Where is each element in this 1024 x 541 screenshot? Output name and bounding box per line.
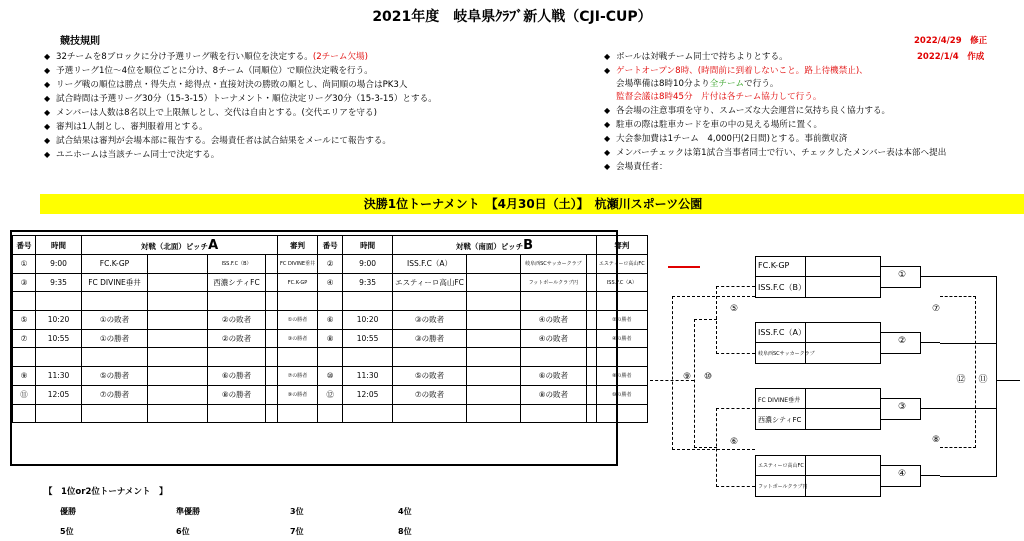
cell-b-time: 10:20 bbox=[343, 311, 393, 330]
cell-a-t1: FC DIVINE垂井 bbox=[82, 273, 148, 292]
cell-empty bbox=[466, 311, 520, 330]
cell-b-t2: ④の敗者 bbox=[520, 311, 586, 330]
cell-b-t2 bbox=[520, 292, 586, 311]
diamond-icon: ◆ bbox=[44, 150, 51, 159]
cell-empty bbox=[266, 329, 278, 348]
cell-a-ref bbox=[278, 292, 318, 311]
cell-empty bbox=[586, 367, 596, 386]
cell-a-no: ① bbox=[13, 255, 36, 274]
cell-b-t1: ③の勝者 bbox=[393, 329, 467, 348]
rule-item: ◆ ボールは対戦チーム同士で持ちよりとする。 bbox=[604, 52, 788, 62]
rule-item: ◆ 予選リーグ1位～4位を順位ごとに分け、8チーム（同順位）で順位決定戦を行う。 bbox=[44, 66, 373, 76]
cell-a-t1 bbox=[82, 404, 148, 423]
cell-empty bbox=[586, 329, 596, 348]
header-ref-a: 審判 bbox=[278, 236, 318, 255]
header-match-a: 対戦（北面）ピッチA bbox=[82, 236, 278, 255]
cell-b-t1 bbox=[393, 348, 467, 367]
match-number: ⑨ bbox=[682, 372, 692, 382]
cell-b-t2 bbox=[520, 404, 586, 423]
match-number: ⑫ bbox=[956, 375, 966, 385]
diamond-icon: ◆ bbox=[44, 80, 51, 89]
rule-item: ◆ メンバーチェックは第1試合当事者同士で行い、チェックしたメンバー表は本部へ提出 bbox=[604, 148, 947, 158]
rule-item: ◆ リーグ戦の順位は勝点・得失点・総得点・直接対決の勝敗の順とし、尚同順の場合はPK3人 bbox=[44, 80, 408, 90]
rule-item: ◆ ゲートオープン8時、(時間前に到着しないこと。路上待機禁止)、 bbox=[604, 66, 868, 76]
diamond-icon: ◆ bbox=[604, 106, 611, 115]
cell-b-t1: ISS.F.C（A） bbox=[393, 255, 467, 274]
rules-heading: 競技規則 bbox=[60, 36, 100, 47]
cell-empty bbox=[466, 404, 520, 423]
cell-b-no: ⑫ bbox=[318, 385, 343, 404]
diamond-icon: ◆ bbox=[604, 120, 611, 129]
cell-b-no bbox=[318, 348, 343, 367]
bracket-team: 西濃シティFC bbox=[758, 416, 802, 424]
cell-b-t1: ③の敗者 bbox=[393, 311, 467, 330]
cell-a-no bbox=[13, 348, 36, 367]
cell-a-t2 bbox=[208, 348, 266, 367]
cell-empty bbox=[466, 329, 520, 348]
cell-b-t2: 岐阜西SCサッカークラブ bbox=[520, 255, 586, 274]
cell-b-no: ② bbox=[318, 255, 343, 274]
rule-item: ◆ 大会参加費は1チーム 4,000円(2日間)とする。事前徴収済 bbox=[604, 134, 848, 144]
cell-empty bbox=[466, 367, 520, 386]
cell-b-time bbox=[343, 348, 393, 367]
table-row bbox=[13, 348, 648, 367]
match-number: ⑥ bbox=[729, 437, 739, 447]
cell-b-ref: ISS.F.C（A） bbox=[596, 273, 647, 292]
cell-empty bbox=[148, 311, 208, 330]
bracket-team: 岐阜西SCサッカークラブ bbox=[758, 351, 815, 357]
result-label: 3位 bbox=[290, 507, 304, 516]
cell-b-t1: ⑦の敗者 bbox=[393, 385, 467, 404]
match-number: ⑪ bbox=[978, 375, 988, 385]
cell-empty bbox=[266, 404, 278, 423]
cell-empty bbox=[586, 292, 596, 311]
rule-item: ◆ 会場責任者： bbox=[604, 162, 668, 172]
cell-b-time bbox=[343, 404, 393, 423]
cell-b-time: 11:30 bbox=[343, 367, 393, 386]
cell-b-no: ⑩ bbox=[318, 367, 343, 386]
cell-a-time bbox=[36, 292, 82, 311]
cell-empty bbox=[148, 348, 208, 367]
table-row bbox=[13, 292, 648, 311]
cell-b-ref bbox=[596, 348, 647, 367]
diamond-icon: ◆ bbox=[604, 52, 611, 61]
header-time-a: 時間 bbox=[36, 236, 82, 255]
cell-b-t2 bbox=[520, 348, 586, 367]
cell-a-t2: 西濃シティFC bbox=[208, 273, 266, 292]
cell-a-ref bbox=[278, 404, 318, 423]
cell-a-time: 12:05 bbox=[36, 385, 82, 404]
cell-a-t2 bbox=[208, 292, 266, 311]
cell-b-ref: ④の勝者 bbox=[596, 329, 647, 348]
cell-a-no bbox=[13, 292, 36, 311]
cell-a-time: 11:30 bbox=[36, 367, 82, 386]
rule-item: ◆ 各会場の注意事項を守り、スムーズな大会運営に気持ち良く協力する。 bbox=[604, 106, 891, 116]
cell-a-no: ⑤ bbox=[13, 311, 36, 330]
cell-a-ref: ①の勝者 bbox=[278, 311, 318, 330]
cell-a-ref: FC DIVINE垂井 bbox=[278, 255, 318, 274]
cell-b-ref: ②の勝者 bbox=[596, 311, 647, 330]
cell-b-no: ⑥ bbox=[318, 311, 343, 330]
cell-b-no bbox=[318, 292, 343, 311]
header-ref-b: 審判 bbox=[596, 236, 647, 255]
cell-empty bbox=[148, 255, 208, 274]
cell-empty bbox=[586, 348, 596, 367]
cell-a-no bbox=[13, 404, 36, 423]
right-rules bbox=[604, 50, 946, 174]
cell-a-t1: FC.K-GP bbox=[82, 255, 148, 274]
rule-item: ◆ 駐車の際は駐車カードを車の中の見える場所に置く。 bbox=[604, 120, 823, 130]
rule-item: ◆ 32チームを8ブロックに分け予選リーグ戦を行い順位を決定する。(2チーム欠場) bbox=[44, 52, 369, 62]
table-row bbox=[13, 255, 648, 274]
created-date: 2022/1/4 作成 bbox=[917, 52, 985, 62]
cell-a-ref bbox=[278, 348, 318, 367]
tournament-banner: 決勝1位トーナメント 【4月30日（土）】 杭瀬川スポーツ公園 bbox=[40, 194, 1024, 214]
result-heading: 【 1位or2位トーナメント 】 bbox=[44, 487, 168, 497]
rule-item: ◆ 試合時間は予選リーグ30分（15-3-15）トーナメント・順位決定リーグ30分（15-3-15）とする。 bbox=[44, 94, 437, 104]
cell-b-t2: ⑥の敗者 bbox=[520, 367, 586, 386]
rule-item: ◆ 審判は1人制とし、審判服着用とする。 bbox=[44, 122, 208, 132]
cell-a-time bbox=[36, 348, 82, 367]
cell-empty bbox=[266, 311, 278, 330]
cell-a-t1: ⑤の勝者 bbox=[82, 367, 148, 386]
match-number: ⑩ bbox=[703, 372, 713, 382]
cell-b-ref: ⑩の勝者 bbox=[596, 385, 647, 404]
cell-a-t2: ⑧の勝者 bbox=[208, 385, 266, 404]
match-number: ④ bbox=[897, 469, 907, 479]
diamond-icon: ◆ bbox=[604, 162, 611, 171]
cell-a-time: 9:00 bbox=[36, 255, 82, 274]
match-number: ② bbox=[897, 336, 907, 346]
cell-b-ref: ⑧の勝者 bbox=[596, 367, 647, 386]
cell-b-t2: ⑧の敗者 bbox=[520, 385, 586, 404]
cell-a-ref: ⑦の勝者 bbox=[278, 367, 318, 386]
diamond-icon: ◆ bbox=[604, 148, 611, 157]
cell-b-ref bbox=[596, 404, 647, 423]
cell-empty bbox=[466, 273, 520, 292]
cell-empty bbox=[266, 348, 278, 367]
cell-empty bbox=[586, 255, 596, 274]
table-header bbox=[13, 236, 648, 255]
bracket-team: FC.K-GP bbox=[758, 261, 790, 270]
cell-b-time: 9:00 bbox=[343, 255, 393, 274]
cell-a-ref: FC.K-GP bbox=[278, 273, 318, 292]
diamond-icon: ◆ bbox=[604, 134, 611, 143]
cell-empty bbox=[266, 255, 278, 274]
cell-empty bbox=[266, 292, 278, 311]
cell-a-no: ⑦ bbox=[13, 329, 36, 348]
bracket-team: ISS.F.C（B） bbox=[758, 283, 806, 292]
match-number: ① bbox=[897, 270, 907, 280]
cell-a-ref: ⑨の勝者 bbox=[278, 385, 318, 404]
cell-a-t2: ②の敗者 bbox=[208, 329, 266, 348]
header-time-b: 時間 bbox=[343, 236, 393, 255]
cell-b-t2: ④の敗者 bbox=[520, 329, 586, 348]
cell-a-time bbox=[36, 404, 82, 423]
match-number: ⑧ bbox=[931, 435, 941, 445]
rule-item: ◆ ユニホームは当該チーム同士で決定する。 bbox=[44, 150, 220, 160]
left-rules bbox=[44, 50, 437, 162]
cell-b-time bbox=[343, 292, 393, 311]
cell-b-time: 12:05 bbox=[343, 385, 393, 404]
cell-b-time: 10:55 bbox=[343, 329, 393, 348]
bracket-team: ISS.F.C（A） bbox=[758, 328, 806, 337]
schedule-table bbox=[12, 235, 648, 423]
rule-item: 監督会議は8時45分 片付は各チーム協力して行う。 bbox=[616, 92, 822, 102]
cell-a-t2: ②の敗者 bbox=[208, 311, 266, 330]
cell-a-t1 bbox=[82, 292, 148, 311]
revision-date: 2022/4/29 修正 bbox=[914, 36, 988, 46]
cell-a-t1: ①の敗者 bbox=[82, 311, 148, 330]
table-row bbox=[13, 273, 648, 292]
match-number: ⑤ bbox=[729, 304, 739, 314]
cell-empty bbox=[466, 348, 520, 367]
cell-empty bbox=[466, 385, 520, 404]
diamond-icon: ◆ bbox=[44, 52, 51, 61]
cell-empty bbox=[148, 273, 208, 292]
cell-empty bbox=[148, 404, 208, 423]
cell-empty bbox=[586, 311, 596, 330]
cell-empty bbox=[466, 292, 520, 311]
result-label: 優勝 bbox=[60, 507, 76, 516]
rule-item: ◆ 試合結果は審判が会場本部に報告する。会場責任者は試合結果をメールにて報告する。 bbox=[44, 136, 391, 146]
cell-empty bbox=[266, 385, 278, 404]
cell-b-no: ④ bbox=[318, 273, 343, 292]
cell-b-t1: エスティーロ高山FC bbox=[393, 273, 467, 292]
cell-empty bbox=[466, 255, 520, 274]
table-row bbox=[13, 404, 648, 423]
cell-empty bbox=[148, 329, 208, 348]
cell-empty bbox=[148, 385, 208, 404]
cell-a-no: ⑪ bbox=[13, 385, 36, 404]
cell-b-no bbox=[318, 404, 343, 423]
red-marker bbox=[668, 266, 700, 268]
cell-empty bbox=[586, 385, 596, 404]
bracket-team: エスティーロ高山FC bbox=[758, 463, 804, 469]
result-label: 7位 bbox=[290, 527, 304, 536]
cell-b-t1: ⑤の敗者 bbox=[393, 367, 467, 386]
table-row bbox=[13, 385, 648, 404]
diamond-icon: ◆ bbox=[604, 66, 611, 75]
cell-a-no: ③ bbox=[13, 273, 36, 292]
cell-empty bbox=[266, 273, 278, 292]
diamond-icon: ◆ bbox=[44, 66, 51, 75]
cell-a-t2: ISS.F.C（B） bbox=[208, 255, 266, 274]
header-match-b: 対戦（南面）ピッチB bbox=[393, 236, 597, 255]
rule-item: ◆ メンバーは人数は8名以上で上限無しとし、交代は自由とする。(交代エリアを守る) bbox=[44, 108, 377, 118]
cell-a-t1 bbox=[82, 348, 148, 367]
match-number: ③ bbox=[897, 402, 907, 412]
cell-a-time: 9:35 bbox=[36, 273, 82, 292]
cell-a-time: 10:55 bbox=[36, 329, 82, 348]
cell-a-ref: ③の勝者 bbox=[278, 329, 318, 348]
page-title: 2021年度 岐阜県ｸﾗﾌﾞ新人戦（CJI-CUP） bbox=[372, 9, 652, 25]
diamond-icon: ◆ bbox=[44, 122, 51, 131]
rule-item: 会場準備は8時10分より全チームで行う。 bbox=[616, 79, 779, 89]
diamond-icon: ◆ bbox=[44, 94, 51, 103]
cell-b-ref: エスティーロ高山FC bbox=[596, 255, 647, 274]
cell-a-t2 bbox=[208, 404, 266, 423]
diamond-icon: ◆ bbox=[44, 108, 51, 117]
header-no-a: 番号 bbox=[13, 236, 36, 255]
cell-empty bbox=[148, 292, 208, 311]
result-label: 8位 bbox=[398, 527, 412, 536]
cell-empty bbox=[148, 367, 208, 386]
diamond-icon: ◆ bbox=[44, 136, 51, 145]
result-label: 6位 bbox=[176, 527, 190, 536]
match-number: ⑦ bbox=[931, 304, 941, 314]
cell-a-t1: ①の勝者 bbox=[82, 329, 148, 348]
cell-a-t2: ⑥の勝者 bbox=[208, 367, 266, 386]
table-row bbox=[13, 329, 648, 348]
cell-b-no: ⑧ bbox=[318, 329, 343, 348]
cell-b-t2: フットボールクラブ円 bbox=[520, 273, 586, 292]
cell-empty bbox=[586, 404, 596, 423]
result-label: 5位 bbox=[60, 527, 74, 536]
cell-a-no: ⑨ bbox=[13, 367, 36, 386]
bracket-team: フットボールクラブ円 bbox=[758, 484, 808, 490]
result-label: 4位 bbox=[398, 507, 412, 516]
header-no-b: 番号 bbox=[318, 236, 343, 255]
cell-b-t1 bbox=[393, 292, 467, 311]
table-row bbox=[13, 367, 648, 386]
cell-b-t1 bbox=[393, 404, 467, 423]
result-label: 準優勝 bbox=[176, 507, 200, 516]
cell-a-time: 10:20 bbox=[36, 311, 82, 330]
cell-empty bbox=[266, 367, 278, 386]
table-row bbox=[13, 311, 648, 330]
cell-b-ref bbox=[596, 292, 647, 311]
bracket-team: FC DIVINE垂井 bbox=[758, 397, 801, 404]
cell-b-time: 9:35 bbox=[343, 273, 393, 292]
cell-a-t1: ⑦の勝者 bbox=[82, 385, 148, 404]
cell-empty bbox=[586, 273, 596, 292]
